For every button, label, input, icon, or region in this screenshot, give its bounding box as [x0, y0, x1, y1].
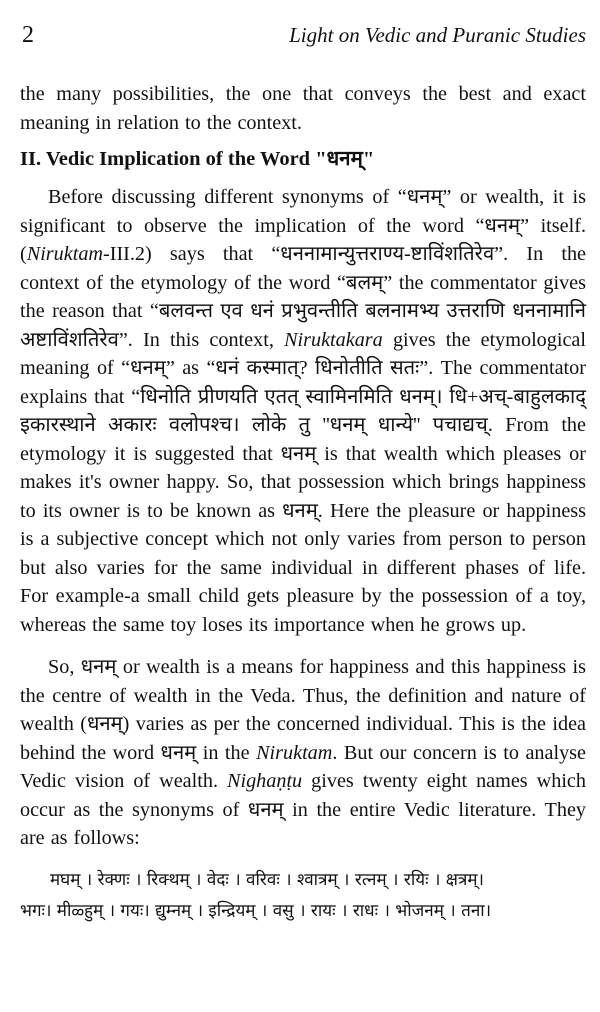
page-number: 2: [22, 22, 34, 48]
paragraph-etymology: [20, 183, 586, 639]
paragraph-text: Before discussing different synonyms of “धनम्” or wealth, it is significant to observe the implication of the word “धनम्” itself. (: [20, 186, 586, 265]
paragraph-text: gives twenty eight names which occur as the synonyms of धनम् in the entire Vedic literature. They are as follows:: [20, 770, 586, 849]
paragraph-text: . But our concern is to analyse Vedic vision of wealth.: [20, 741, 586, 792]
section-heading: II. Vedic Implication of the Word "धनम्": [20, 148, 375, 170]
running-title: Light on Vedic and Puranic Studies: [289, 23, 586, 47]
paragraph-text: gives the etymological meaning of “धनम्” as “धनं कस्मात्? धिनोतीति सतः”. The commentator explains that “धिनोति प्रीणयति एतत् स्वामिनमिति धनम्। धि+अच्-बाहुलकाद् इकारस्थाने अकारः वलोपश्च। लोके तु ''धनम् धान्ये'' पचाद्यच्. From the etymology it is suggested that धनम् is that wealth which pleases or makes it's owner happy. So, that possession which brings happiness to its owner is to be known as धनम्. Here the pleasure or happiness is a subjective concept which not only varies from person to person but also varies for the same individual in different phases of life. For example-a small child gets pleasure by the possession of a toy, whereas the same toy loses its importance when he grows up.: [20, 328, 587, 636]
synonym-list: [20, 865, 586, 927]
paragraph-synonyms-intro: [20, 653, 586, 853]
italic-term: Nighaṇṭu: [227, 770, 303, 792]
synonym-line: भगः। मीळ्हुम् । गयः। द्युम्नम् । इन्द्रियम् । वसु । रायः । राधः । भोजनम् । तना।: [20, 900, 492, 921]
italic-term: Niruktam: [26, 243, 103, 265]
intro-paragraph: the many possibilities, the one that conveys the best and exact meaning in relation to the context.: [20, 83, 586, 134]
italic-term: Niruktam: [256, 741, 333, 764]
page-header: [22, 22, 586, 52]
synonym-line: मघम् । रेक्णः । रिक्थम् । वेदः । वरिवः । श्वात्रम् । रत्नम् । रयिः । क्षत्रम्।: [50, 869, 484, 890]
italic-term: Niruktakara: [284, 328, 383, 351]
paragraph-text: -III.2) says that “धननामान्युत्तराण्य-ष्टाविंशतिरेव”. In the context of the etymology of the word “बलम्” the commentator gives the reason that “बलवन्त एव धनं प्रभुवन्तीति बलनामभ्य उत्तराणि धननामानि अष्टाविंशतिरेव”. In this context,: [20, 243, 586, 351]
page-body: [20, 80, 586, 927]
paragraph-text: So, धनम् or wealth is a means for happiness and this happiness is the centre of wealth in the Veda. Thus, the definition and nature of wealth (धनम्) varies as per the concerned individual. This is the idea behind the word धनम् in the: [20, 656, 586, 764]
